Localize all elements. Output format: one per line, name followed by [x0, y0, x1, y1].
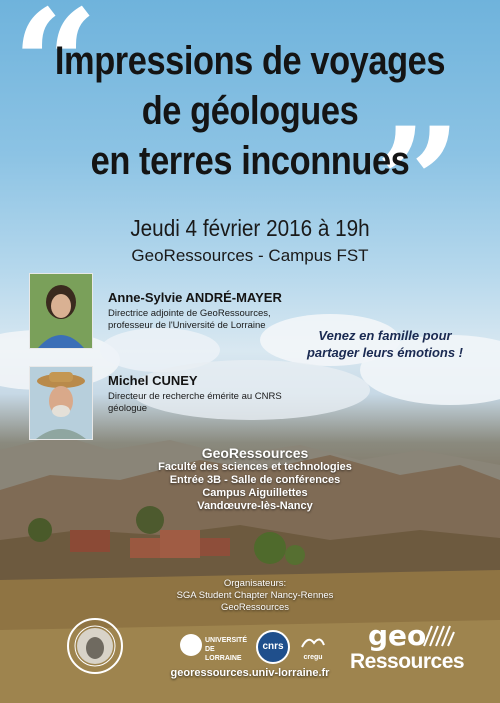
- universite-line-1: UNIVERSITÉ: [205, 637, 248, 644]
- website-link[interactable]: georessources.univ-lorraine.fr: [170, 667, 330, 679]
- closing-quote-mark: ”: [375, 95, 462, 271]
- venue-heading: GeoRessources: [201, 445, 309, 461]
- geological-society-seal-icon: [66, 617, 124, 675]
- speaker-role-line: Directrice adjointe de GeoRessources,: [108, 308, 271, 319]
- venue-line: Entrée 3B - Salle de conférences: [169, 474, 341, 486]
- organizer-line: GeoRessources: [220, 602, 290, 613]
- speaker-name: Michel CUNEY: [108, 373, 198, 388]
- event-date: Jeudi 4 février 2016 à 19h: [130, 215, 370, 241]
- venue-line: Vandœuvre-lès-Nancy: [197, 500, 313, 512]
- cregu-logo: [298, 633, 328, 659]
- venue-block: [120, 445, 390, 513]
- poster-title: [35, 36, 465, 186]
- universite-logo-icon: [180, 634, 202, 656]
- title-line: de géologues: [141, 89, 359, 133]
- speaker-role-line: professeur de l'Université de Lorraine: [108, 320, 266, 331]
- georessources-logo-line-1: geo: [368, 619, 427, 652]
- speaker-role-line: géologue: [108, 403, 148, 414]
- speaker-role-line: Directeur de recherche émérite au CNRS: [108, 391, 282, 402]
- speaker-photo-2: [29, 366, 93, 440]
- opening-quote-mark: “: [12, 0, 99, 153]
- venue-line: Faculté des sciences et technologies: [158, 461, 352, 473]
- speaker-photo-1: [29, 273, 93, 349]
- speaker-info-1: [108, 290, 288, 332]
- speaker-name: Anne-Sylvie ANDRÉ-MAYER: [108, 290, 282, 305]
- cregu-logo-text: cregu: [303, 654, 323, 661]
- title-line: Impressions de voyages: [54, 39, 446, 83]
- title-line: en terres inconnues: [90, 139, 410, 183]
- cregu-icon: [298, 633, 328, 649]
- cnrs-logo-text: cnrs: [262, 641, 284, 652]
- georessources-rays-icon: [422, 624, 456, 648]
- organizers-block: [140, 578, 370, 614]
- organizers-heading: Organisateurs:: [223, 578, 287, 589]
- invitation-line: partager leurs émotions !: [306, 345, 464, 360]
- universite-de-lorraine-logo: [180, 632, 248, 662]
- organizer-line: SGA Student Chapter Nancy-Rennes: [176, 590, 334, 601]
- invitation-text: [280, 327, 490, 361]
- speaker-info-2: [108, 373, 308, 415]
- universite-line-2: DE LORRAINE: [205, 646, 242, 662]
- invitation-line: Venez en famille pour: [318, 328, 452, 343]
- universite-logo-text: [205, 636, 247, 663]
- georessources-logo-line-2: Ressources: [350, 650, 465, 673]
- cnrs-logo: [256, 630, 290, 664]
- event-place: GeoRessources - Campus FST: [131, 246, 369, 265]
- venue-line: Campus Aiguillettes: [202, 487, 308, 499]
